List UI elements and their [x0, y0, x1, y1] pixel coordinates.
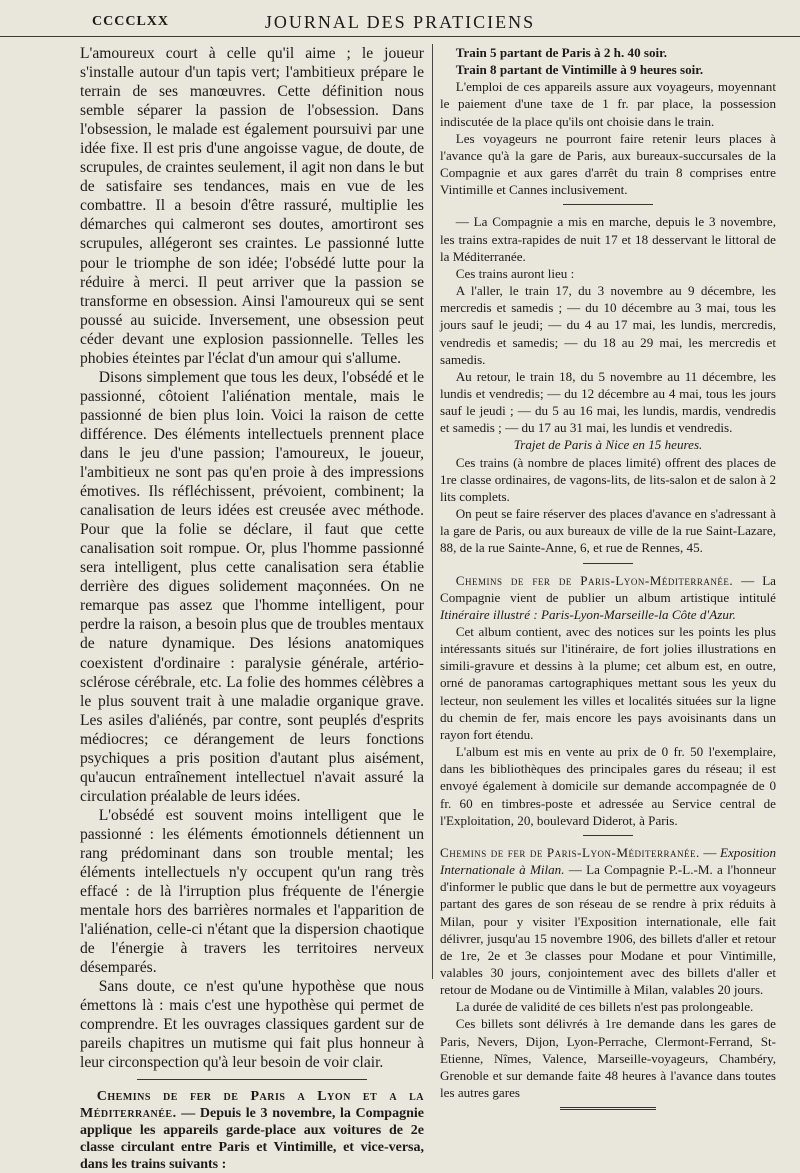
notice-heading: Chemins de fer de Paris a Lyon et a la Méditerranée.	[80, 1088, 424, 1121]
section-divider	[583, 835, 633, 836]
journal-title: JOURNAL DES PRATICIENS	[264, 12, 536, 32]
paragraph: Ces trains auront lieu :	[455, 265, 575, 281]
paragraph: L'album est mis en vente au prix de 0 fr. 50 l'exemplaire, dans les bibliothèques des principales gares du réseau; il est envoyé également à domicile sur demande accompagnée de 0 fr. 60 en timbres-poste et adressée au Service central de l'Exploitation, 20, boulevard Diderot, à Paris.	[440, 744, 776, 828]
paragraph: On peut se faire réserver des places d'avance en s'adressant à la gare de Paris, ou aux bureaux de ville de la rue Saint-Lazare, 88, de la rue Sainte-Anne, 6, et rue de Rennes, 45.	[440, 506, 776, 556]
paragraph: Au retour, le train 18, du 5 novembre au 11 décembre, les lundis et vendredis; — du 12 décembre au 4 mai, tous les jours sauf le jeudi ; — du 5 au 16 mai, les lundis, mardis, vendredis et samedis ; — du 17 au 31 mai, les lundis et vendredis.	[440, 368, 776, 436]
section-divider	[563, 204, 653, 205]
expo-notice	[440, 844, 776, 998]
notice-dash: —	[699, 844, 720, 860]
notice-heading: Chemins de fer de Paris-Lyon-Méditerranée.	[455, 572, 734, 588]
paragraph: L'emploi de ces appareils assure aux voyageurs, moyennant le paiement d'une taxe de 1 fr. par place, la possession indiscutée de la place qu'ils ont choisie dans le train.	[440, 79, 776, 129]
paragraph: Sans doute, ce n'est qu'une hypothèse que nous émettons là : mais c'est une hypothèse qui permet de comprendre. Et les ouvrages classiques gardent sur de pareils chapitres un mutisme qui fait plus honneur à leur circonspection qu'à leur besoin de voir clair.	[80, 978, 424, 1072]
notice-heading: Chemins de fer de Paris-Lyon-Méditerranée.	[440, 844, 700, 860]
page-header	[0, 6, 800, 37]
end-rule	[560, 1107, 656, 1110]
left-column	[80, 44, 424, 1173]
railway-notice	[80, 1088, 424, 1173]
train-line: Train 8 partant de Vintimille à 9 heures soir.	[455, 62, 704, 78]
notice-text: — La Compagnie P.-L.-M. a l'honneur d'informer le public que dans le but de permettre aux voyageurs partant des gares de son réseau de se rendre à prix réduits à Milan, pour y visiter l'Exposition internationale, elle fait délivrer, jusqu'au 15 novembre 1906, des billets d'aller et retour de 1re, 2e et 3e classes pour Modane et pour Vintimille, valables 30 jours, conjointement avec des billets d'aller et retour de Modane ou de Vintimille à Milan, valables 20 jours.	[440, 862, 777, 998]
trajet-title: Trajet de Paris à Nice en 15 heures.	[513, 437, 703, 453]
paragraph: Disons simplement que tous les deux, l'obsédé et le passionné, côtoient l'aliénation mentale, mais le passionné de bien plus loin. Voici la raison de cette différence. Des éléments intellectuels prennent place dans le jeu d'une passion; l'amoureux, le joueur, l'ambitieux ne sont pas qu'en proie à des impressions émotives. Ils réfléchissent, prévoient, combinent; la canalisation de leurs idées est creusée avec méthode. Pour que la folie se déclare, il faut que cette canalisation soit rompue. Or, plus l'homme passionné sera intelligent, plus cette canalisation sera établie derrière des digues solidement maçonnées. On ne remarque pas assez que l'homme intelligent, pour perdre la raison, a besoin plus que de troubles mentaux de nature dynamique. Des lésions anatomiques coexistent d'ordinaire : paralysie générale, artério-sclérose cérébrale, etc. La folie des hommes célèbres a le plus souvent trait à une maladie organique grave. Les asiles d'aliénés, par contre, sont peuplés d'esprits médiocres; ce dérangement de leurs fonctions psychiques a pris position d'autant plus aisément, qu'aucun entraînement intellectuel n'avait assuré la circulation préalable de leurs idées.	[80, 368, 424, 805]
paragraph: Ces billets sont délivrés à 1re demande dans les gares de Paris, Nevers, Dijon, Lyon-Perrache, Clermont-Ferrand, St-Etienne, Nîmes, Valence, Marseille-voyageurs, Chambéry, Grenoble et sur demande faite 48 heures à l'avance dans toutes les autres gares	[440, 1016, 776, 1101]
notice-text: — La Compagnie vient de publier un album artistique intitulé	[440, 572, 776, 605]
paragraph: L'amoureux court à celle qu'il aime ; le joueur s'installe autour d'un tapis vert; l'ambitieux prépare le terrain de ses manœuvres. Cette définition nous semble séparer la passion de l'obsession. Dans l'obsession, le malade est également poursuivi par une idée fixe. Il est pris d'une angoisse vague, de doute, de scrupules, de craintes seulement, il agit non dans le but de satisfaire ses tendances, mais en vue de les combattre. Il a besoin d'être rassuré, multiplie les démarches qui calmeront ses doutes, amortiront ses scrupules, allégeront ses craintes. Le passionné lutte pour le triomphe de son idée; l'obsédé lutte pour la réduire à merci. Il peut arriver que la passion se transforme en obsession. Ainsi l'amoureux qui se sent poussé au suicide. Inversement, une obsession peut céder devant une explosion passionnelle. Telles les phobies éteintes par l'éclat d'un amour qui s'allume.	[80, 45, 424, 367]
album-title: Itinéraire illustré : Paris-Lyon-Marseille-la Côte d'Azur.	[440, 606, 736, 622]
train-line: Train 5 partant de Paris à 2 h. 40 soir.	[455, 45, 668, 60]
expo-title: Exposition Internationale à Milan.	[440, 844, 776, 878]
right-column	[440, 44, 776, 1118]
paragraph: — La Compagnie a mis en marche, depuis le 3 novembre, les trains extra-rapides de nuit 17 et 18 desservant le littoral de la Méditerranée.	[440, 214, 776, 264]
section-divider	[583, 563, 633, 564]
notice-text: — Depuis le 3 novembre, la Compagnie applique les appareils garde-place aux voitures de 2e classe circulant entre Paris et Vintimille, et vice-versa, dans les trains suivants :	[80, 1105, 424, 1172]
paragraph: A l'aller, le train 17, du 3 novembre au 9 décembre, les mercredis et samedis ; — du 10 décembre au 3 mai, tous les jours sauf le jeudi; — du 4 au 17 mai, les lundis, mercredis, vendredis et samedis; — du 18 au 29 mai, les mercredis et samedis.	[440, 283, 776, 367]
paragraph: Ces trains (à nombre de places limité) offrent des places de 1re classe ordinaires, de vagons-lits, de lits-salon et de salon à 2 lits complets.	[440, 454, 776, 504]
section-divider	[137, 1079, 367, 1080]
column-divider	[432, 44, 433, 979]
paragraph: Les voyageurs ne pourront faire retenir leurs places à l'avance qu'à la gare de Paris, aux bureaux-succursales de la Compagnie et aux gares d'arrêt du train 8 comprises entre Vintimille et Cannes inclusivement.	[440, 130, 776, 198]
album-notice	[440, 572, 776, 623]
page-folio: CCCCLXX	[92, 14, 169, 29]
paragraph: Cet album contient, avec des notices sur les points les plus intéressants situés sur l'itinéraire, de fort jolies illustrations en simili-gravure et dessins à la plume; cet album est, en outre, orné de panoramas cartographiques mettant sous les yeux du lecteur, non seulement les villes et localités situées sur la ligne du chemin de fer, mais encore les pays avoisinants dans un rayon fort étendu.	[440, 624, 776, 742]
paragraph: La durée de validité de ces billets n'est pas prolongeable.	[455, 999, 754, 1015]
paragraph: L'obsédé est souvent moins intelligent que le passionné : les éléments émotionnels détiennent un rang prédominant dans son trouble mental; les éléments intellectuels n'y occupent qu'un rang très effacé : de là l'irruption plus fréquente de l'énergie mentale hors des barrières normales et l'apparition de l'aliénation, celle-ci n'étant que la dispersion chaotique de l'énergie à travers les territoires nerveux désemparés.	[80, 806, 424, 977]
